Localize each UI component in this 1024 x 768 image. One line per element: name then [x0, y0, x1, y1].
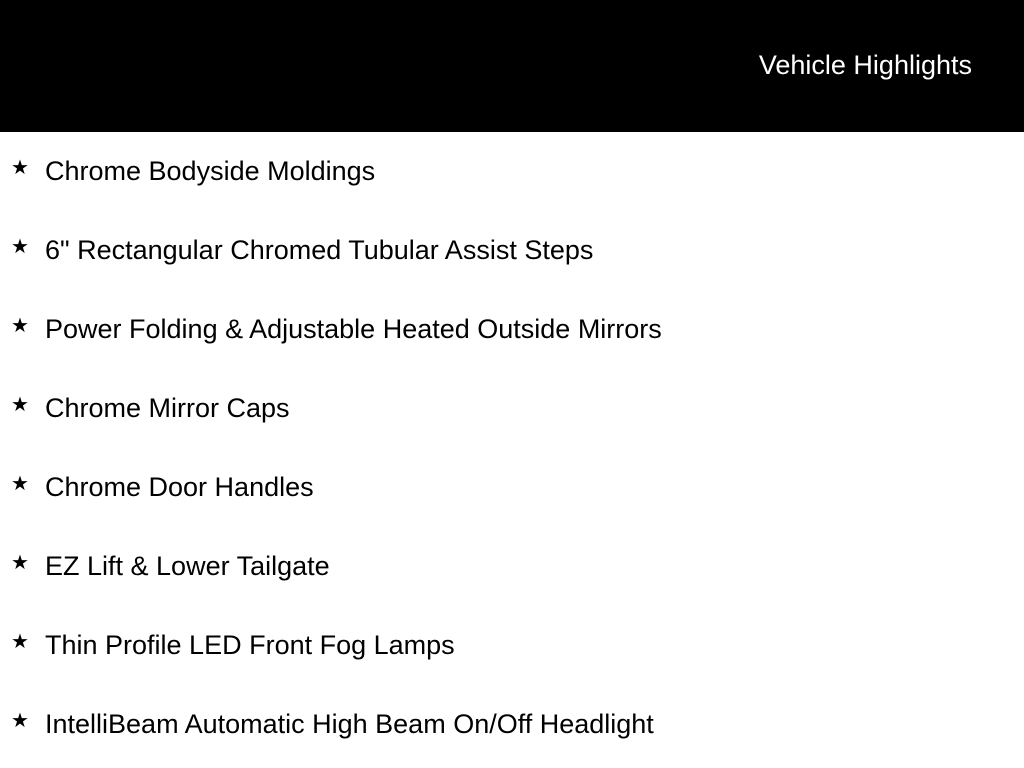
- list-item: [0, 685, 1024, 764]
- list-item: [0, 132, 1024, 211]
- list-item: [0, 369, 1024, 448]
- highlight-label: 6" Rectangular Chromed Tubular Assist Steps: [45, 235, 594, 265]
- highlight-label: Chrome Bodyside Moldings: [45, 156, 376, 186]
- list-item: [0, 606, 1024, 685]
- star-icon: ★: [11, 552, 29, 574]
- star-icon: ★: [11, 315, 29, 337]
- star-icon: ★: [11, 236, 29, 258]
- highlight-label: EZ Lift & Lower Tailgate: [45, 551, 330, 581]
- star-icon: ★: [11, 157, 29, 179]
- list-item: [0, 290, 1024, 369]
- highlight-label: IntelliBeam Automatic High Beam On/Off Headlight: [45, 709, 654, 739]
- highlights-list: [0, 132, 1024, 764]
- page-title: Vehicle Highlights: [758, 50, 972, 80]
- star-icon: ★: [11, 710, 29, 732]
- highlight-label: Power Folding & Adjustable Heated Outside Mirrors: [45, 314, 662, 344]
- highlight-label: Chrome Mirror Caps: [45, 393, 290, 423]
- list-item: [0, 527, 1024, 606]
- list-item: [0, 211, 1024, 290]
- list-item: [0, 448, 1024, 527]
- star-icon: ★: [11, 473, 29, 495]
- highlight-label: Thin Profile LED Front Fog Lamps: [45, 630, 455, 660]
- highlight-label: Chrome Door Handles: [45, 472, 314, 502]
- star-icon: ★: [11, 394, 29, 416]
- vehicle-highlights-header: [0, 0, 1024, 132]
- star-icon: ★: [11, 631, 29, 653]
